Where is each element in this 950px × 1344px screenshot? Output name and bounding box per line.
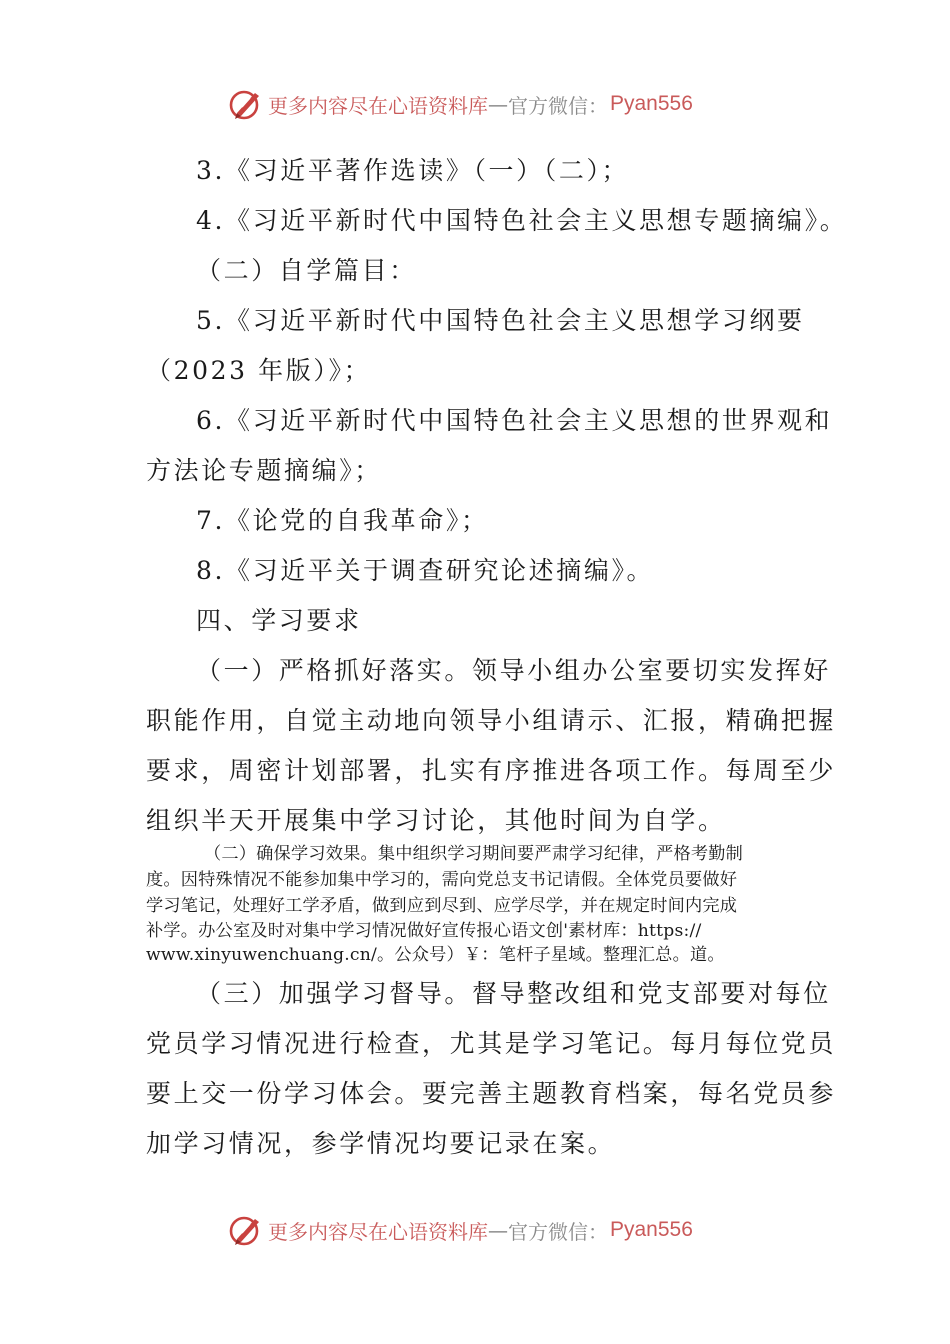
reading-item-8: 8.《习近平关于调查研究论述摘编》。	[196, 556, 655, 585]
paragraph-line: 组织半天开展集中学习讨论，其他时间为自学。	[146, 806, 726, 835]
small-paragraph-line: www.xinyuwenchuang.cn/。公众号）￥：笔杆子星域。整理汇总。道。	[146, 945, 725, 965]
paragraph-line: （三）加强学习督导。督导整改组和党支部要对每位	[196, 979, 831, 1008]
paragraph-line: 要求，周密计划部署，扎实有序推进各项工作。每周至少	[146, 756, 837, 785]
paragraph-line: 党员学习情况进行检查，尤其是学习笔记。每月每位党员	[146, 1029, 837, 1058]
reading-item-6-cont: 方法论专题摘编》；	[146, 456, 382, 485]
subheading-self-study: （二）自学篇目：	[196, 256, 417, 285]
watermark-site-text: 更多内容尽在心语资料库	[268, 93, 488, 118]
paragraph-line: （一）严格抓好落实。领导小组办公室要切实发挥好	[196, 656, 831, 685]
watermark-wechat-label: 官方微信：	[508, 93, 608, 118]
reading-item-5: 5.《习近平新时代中国特色社会主义思想学习纲要	[196, 306, 805, 335]
reading-item-3: 3.《习近平著作选读》（一）（二）；	[196, 156, 630, 185]
small-paragraph-line: 补学。办公室及时对集中学习情况做好宣传报心语文创'素材库：https://	[146, 921, 702, 941]
small-paragraph-line: 度。因特殊情况不能参加集中学习的，需向党总支书记请假。全体党员要做好	[146, 870, 738, 890]
section-heading-requirements: 四、学习要求	[196, 606, 362, 635]
reading-item-5-cont: （2023 年版）》；	[146, 356, 372, 385]
watermark-separator: —	[488, 92, 508, 116]
small-paragraph-line: （二）确保学习效果。集中组织学习期间要严肃学习纪律，严格考勤制	[204, 844, 744, 864]
reading-item-6: 6.《习近平新时代中国特色社会主义思想的世界观和	[196, 406, 833, 435]
watermark-wechat-id: Pyan556	[610, 1218, 693, 1241]
pen-logo-icon	[228, 1212, 264, 1248]
watermark-wechat-label: 官方微信：	[508, 1219, 608, 1244]
paragraph-line: 加学习情况，参学情况均要记录在案。	[146, 1129, 616, 1158]
reading-item-4: 4.《习近平新时代中国特色社会主义思想专题摘编》。	[196, 206, 848, 235]
footer-watermark	[228, 1210, 748, 1250]
small-paragraph-line: 学习笔记，处理好工学矛盾，做到应到尽到、应学尽学，并在规定时间内完成	[146, 896, 738, 916]
paragraph-line: 职能作用，自觉主动地向领导小组请示、汇报，精确把握	[146, 706, 837, 735]
reading-item-7: 7.《论党的自我革命》；	[196, 506, 489, 535]
watermark-separator: —	[488, 1218, 508, 1242]
watermark-wechat-id: Pyan556	[610, 92, 693, 115]
paragraph-line: 要上交一份学习体会。要完善主题教育档案，每名党员参	[146, 1079, 837, 1108]
watermark-site-text: 更多内容尽在心语资料库	[268, 1219, 488, 1244]
